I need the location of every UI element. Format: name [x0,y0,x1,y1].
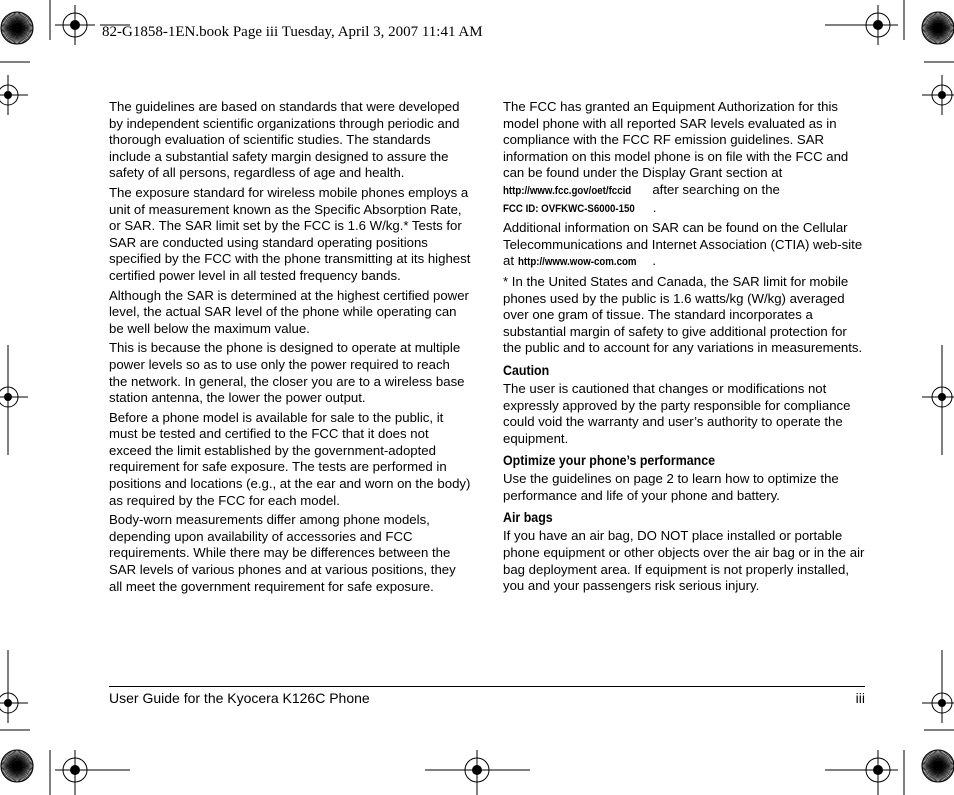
book-header: 82-G1858-1EN.book Page iii Tuesday, April 3, 2007 11:41 AM [102,24,483,40]
footer-rule [109,686,865,687]
left-paragraph-1: The guidelines are based on standards that were developed by independent scientific organizations through periodic and thorough evaluation of scientific studies. The standards include a substantial safety margin designed to assure the safety of all persons, regardless of age and health. [109,99,460,181]
heading-optimize: Optimize your phone’s performance [503,453,716,469]
footer-page-number: iii [855,690,865,706]
left-paragraph-6: Body-worn measurements differ among phone models, depending upon availability of accessories and FCC requirements. While there may be differences between the SAR levels of various phones and at various positions, they all meet the government requirement for safe exposure. [109,512,456,594]
ctia-url-link[interactable]: http://www.wow-com.com [517,256,637,269]
right-paragraph-fcc [503,99,865,217]
optimize-paragraph: Use the guidelines on page 2 to learn how to optimize the performance and life of your phone and battery. [503,471,839,503]
right-column [503,99,865,598]
fcc-period: . [652,199,657,215]
left-paragraph-5: Before a phone model is available for sale to the public, it must be tested and certified to the FCC that it does not exceed the limit established by the government-adopted requirement for safe exposure. The tests are performed in positions and locations (e.g., at the ear and worn on the body) as required by the FCC for each model. [109,409,471,508]
left-column [109,99,471,598]
left-paragraph-2: The exposure standard for wireless mobile phones employs a unit of measurement known as the Specific Absorption Rate, or SAR. The SAR limit set by the FCC is 1.6 W/kg.* Tests for SAR are conducted using standard operating positions specified by the FCC with the phone transmitting at its highest certified power level in all tested frequency bands. [109,184,471,283]
right-paragraph-ctia [503,220,865,271]
heading-air-bags: Air bags [503,510,553,526]
fcc-text: The FCC has granted an Equipment Authorization for this model phone with all reported SAR levels evaluated as in compliance with the FCC RF emission guidelines. SAR information on this model phone is on file with the FCC and can be found under the Display Grant section at [503,99,849,181]
ctia-period: . [652,253,656,269]
ctia-text: Additional information on SAR can be found on the Cellular Telecommunications and Internet Association (CTIA) web-site at [503,220,863,269]
fcc-url-link[interactable]: http://www.fcc.gov/oet/fccid [503,184,632,197]
left-paragraph-4: This is because the phone is designed to operate at multiple power levels so as to use only the power required to reach the network. In general, the closer you are to a wireless base station antenna, the lower the power output. [109,340,465,406]
air-bags-paragraph: If you have an air bag, DO NOT place installed or portable phone equipment or other objects over the air bag or in the air bag deployment area. If equipment is not properly installed, you and your passengers risk serious injury. [503,528,865,594]
heading-caution: Caution [503,362,550,378]
right-paragraph-sar-footnote: * In the United States and Canada, the SAR limit for mobile phones used by the public is 1.6 watts/kg (W/kg) averaged over one gram of tissue. The standard incorporates a substantial margin of safety to give additional protection for the public and to account for any variations in measurements. [503,273,863,356]
fcc-text-mid: after searching on the [648,181,780,197]
footer-title: User Guide for the Kyocera K126C Phone [109,690,370,706]
fcc-id: FCC ID: OVFKWC-S6000-150 [503,202,635,215]
caution-paragraph: The user is cautioned that changes or modifications not expressly approved by the party responsible for compliance could void the warranty and user’s authority to operate the equipment. [503,380,851,446]
left-paragraph-3: Although the SAR is determined at the highest certified power level, the actual SAR level of the phone while operating can be well below the maximum value. [109,287,469,336]
